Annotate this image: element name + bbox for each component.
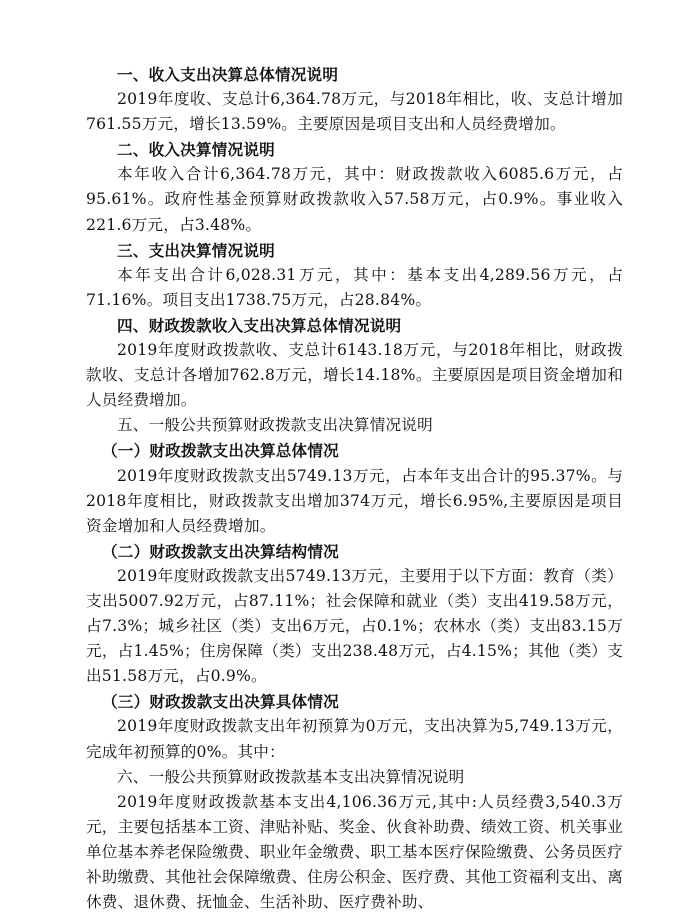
paragraph-details: 2019年度财政拨款支出年初预算为0万元，支出决算为5,749.13万元，完成年初预算的0%。其中：	[86, 717, 623, 761]
section-heading-general-budget: 五、一般公共预算财政拨款支出决算情况说明	[117, 416, 433, 435]
paragraph-income: 本年收入合计6,364.78万元，其中：财政拨款收入6085.6万元，占95.61%。政府性基金预算财政拨款收入57.58万元，占0.9%。事业收入221.6万元，占3.48%。	[86, 165, 623, 234]
section-heading-income: 二、收入决算情况说明	[117, 140, 275, 160]
subsection-heading-general-overview: （一）财政拨款支出决算总体情况	[102, 441, 339, 461]
section-heading-income-expense-overview: 一、收入支出决算总体情况说明	[117, 65, 339, 84]
paragraph-expense: 本年支出合计6,028.31万元，其中：基本支出4,289.56万元，占71.16%。项目支出1738.75万元，占28.84%。	[86, 265, 623, 309]
subsection-heading-details: （三）财政拨款支出决算具体情况	[102, 692, 339, 712]
paragraph-structure: 2019年度财政拨款支出5749.13万元，主要用于以下方面：教育（类）支出5007.92万元，占87.11%；社会保障和就业（类）支出419.58万元，占7.3%；城乡社区（类）支出6万元，占0.1%；农林水（类）支出83.15万元，占1.45%；住房保障（类）支出238.48万元，占4.15%；其他（类）支出51.58万元，占0.9%。	[86, 566, 623, 686]
section-heading-basic-expense: 六、一般公共预算财政拨款基本支出决算情况说明	[117, 767, 465, 786]
paragraph-fiscal-overview: 2019年度财政拨款收、支总计6143.18万元，与2018年相比，财政拨款收、支总计各增加762.8万元，增长14.18%。主要原因是项目资金增加和人员经费增加。	[86, 341, 623, 410]
paragraph-basic-expense: 2019年度财政拨款基本支出4,106.36万元,其中:人员经费3,540.3万元，主要包括基本工资、津贴补贴、奖金、伙食补助费、绩效工资、机关事业单位基本养老保险缴费、职业年金缴费、职工基本医疗保险缴费、公务员医疗补助缴费、其他社会保障缴费、住房公积金、医疗费、其他工资福利支出、离休费、退休费、抚恤金、生活补助、医疗费补助、	[86, 792, 623, 912]
section-heading-expense: 三、支出决算情况说明	[117, 240, 275, 260]
paragraph-income-expense-overview: 2019年度收、支总计6,364.78万元，与2018年相比，收、支总计增加761.55万元，增长13.59%。主要原因是项目支出和人员经费增加。	[86, 90, 623, 134]
section-heading-fiscal-overview: 四、财政拨款收入支出决算总体情况说明	[117, 315, 402, 335]
subsection-heading-structure: （二）财政拨款支出决算结构情况	[102, 541, 339, 561]
paragraph-general-overview: 2019年度财政拨款支出5749.13万元，占本年支出合计的95.37%。与2018年度相比，财政拨款支出增加374万元，增长6.95%,主要原因是项目资金增加和人员经费增加。	[86, 466, 623, 535]
